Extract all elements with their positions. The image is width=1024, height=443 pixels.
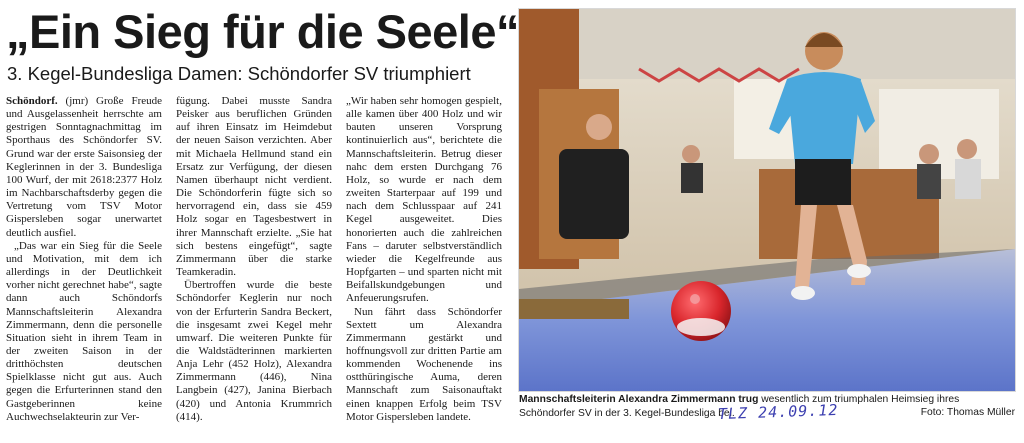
article-paragraph: „Wir haben sehr homogen gespielt, alle kamen über 400 Holz und wir bauten unseren Vorsprung kontinuierlich aus“, berichtete die Mannschaftsleiterin. Betrug dieser nahc dem ersten Durchgang 76 Holz, so wurde er nach dem zweiten Starterpaar auf 199 und nach dem Schlusspaar auf 241 Kegel ausgeweitet. Dies honorierten auch die zahlreichen Fans – daruter selbstverständlich wieder die Kegelfreunde aus Hopfgarten – und sparten nicht mit Beifallskundgebungen und Anfeuerungsrufen. — [346, 95, 502, 305]
dateline: Schöndorf. — [6, 95, 58, 107]
caption-bold: Mannschaftsleiterin Alexandra Zimmermann trug — [519, 394, 759, 405]
photo-credit: Foto: Thomas Müller — [920, 407, 1015, 418]
bowling-photo — [518, 8, 1016, 392]
article-paragraph — [6, 95, 162, 240]
article-column-2 — [176, 95, 332, 424]
caption-text: wesentlich zum triumphalen Heimsieg ihres Schöndorfer SV in der 3. Kegel-Bundesliga bei. — [519, 394, 960, 419]
article-paragraph: Nun fährt dass Schöndorfer Sextett um Alexandra Zimmermann gestärkt und hoffnungsvoll zur dritten Partie am kommenden Wochenende ins ostthüringische Auma, deren Mannschaft zum Saisonauftakt einen knappen Erfolg beim TSV Motor Gispersleben landete. — [346, 305, 502, 423]
article-paragraph: fügung. Dabei musste Sandra Peisker aus beruflichen Gründen auf ihren Einsatz im Heimdebut der neuen Saison verzichten. Aber mit Michaela Hellmund stand ein Ersatz zur Verfügung, der diesen Namen überhaupt nicht verdient. Die Schöndorferin fügte sich so hervorragend ein, dass sie 459 Holz sogar en Tagesbestwert in ihrer Mannschaft erzielte. „Sie hat sich bestens eingefügt“, sagte Zimmermann über die starke Teamkeradin. — [176, 95, 332, 279]
paragraph-text: (jmr) Große Freude und Ausgelassenheit herrschte am gestrigen Sonntagnachmittag im Sporthaus des Schöndorfer SV. Grund war der erste Saisonsieg der Keglerinnen in der 3. Bundesliga 100 Wurf, der mit 2618:2377 Holz im Nachbarschaftsderby gegen die Vertretung vom TSV Motor Gispersleben sogar unerwartet deutlich ausfiel. — [6, 95, 162, 239]
article-column-3 — [346, 95, 502, 424]
subheadline: 3. Kegel-Bundesliga Damen: Schöndorfer SV triumphiert — [7, 63, 471, 84]
article-paragraph: Übertroffen wurde die beste Schöndorfer Keglerin nur noch von der Erfurterin Sandra Beckert, die insgesamt zwei Kegel mehr umwarf. Die weiteren Punkte für die Waldstädterinnen markierten Anja Lehr (452 Holz), Alexandra Zimmermann (446), Nina Langbein (427), Janina Bierbach (420) und Antonia Krummrich (414). — [176, 279, 332, 423]
article-column-1 — [6, 95, 162, 424]
article-paragraph: „Das war ein Sieg für die Seele und Motivation, mit dem ich allerdings in der Deutlichkeit vorher nicht gerechnet habe“, sagte dann auch Schöndorfs Mannschaftsleiterin Alexandra Zimmermann, denn die personelle Situation sieht in ihrem Team in der zweiten Saison in der dritthöchsten deutschen Spielklasse nicht gut aus. Auch gegen die Erfurterinnen stand den Gastgeberinnen keine Auchwechselakteurin zur Ver- — [6, 239, 162, 423]
handwritten-note: TLZ 24.09.12 — [717, 400, 839, 424]
headline: „Ein Sieg für die Seele“ — [6, 5, 519, 58]
